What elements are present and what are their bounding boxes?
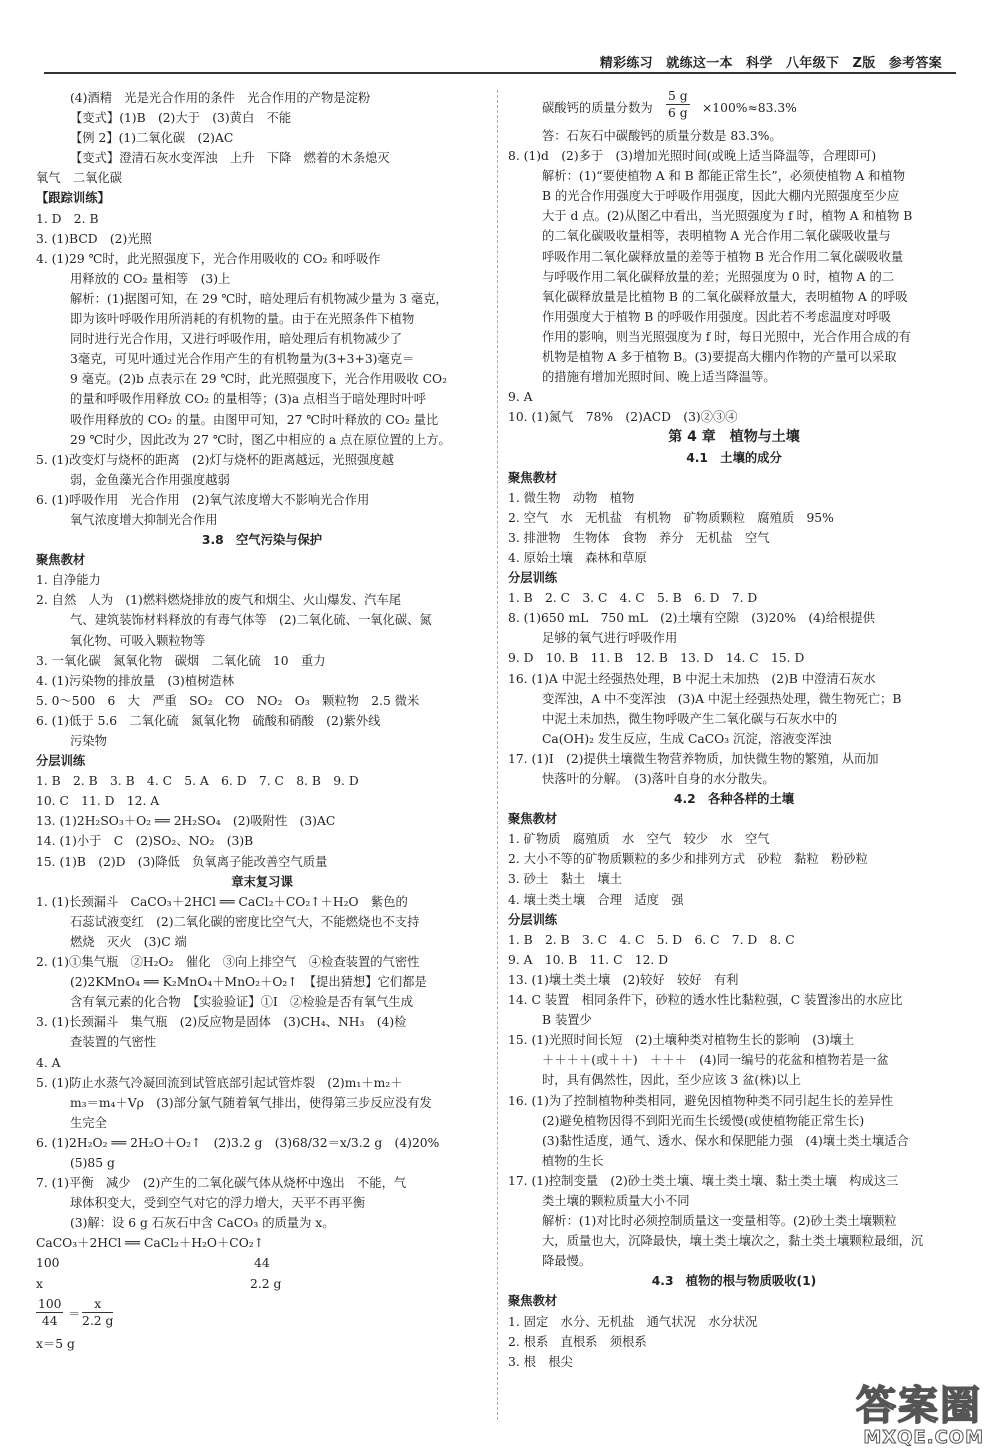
- answer-line: 快落叶的分解。 (3)落叶自身的水分散失。: [542, 772, 775, 786]
- left-answer-lines: [36, 88, 488, 1233]
- answer-line: 5. 0～500 6 大 严重 SO₂ CO NO₂ O₃ 颗粒物 2.5 微米: [36, 693, 420, 708]
- answer-line: 5. (1)改变灯与烧杯的距离 (2)灯与烧杯的距离越远，光照强度越: [36, 452, 394, 467]
- answer-line: Ca(OH)₂ 发生反应，生成 CaCO₃ 沉淀，溶液变浑浊: [542, 731, 832, 746]
- answer-line: 用释放的 CO₂ 量相等 (3)上: [70, 271, 231, 286]
- answer-line: 中泥土未加热，微生物呼吸产生二氧化碳与石灰水中的: [542, 711, 838, 726]
- answer-line: m₃＝m₄＋Vρ (3)部分氯气随着氧气排出，使得第三步反应没有发: [70, 1095, 432, 1110]
- molar-mass-row: [36, 1253, 488, 1273]
- subsection-heading: 聚焦教材: [508, 470, 558, 485]
- answer-line: 氧气浓度增大抑制光合作用: [70, 512, 218, 527]
- answer-line: 弱，金鱼藻光合作用强度越弱: [70, 472, 230, 487]
- answer-line: 1. 微生物 动物 植物: [508, 490, 635, 505]
- answer-line: (2)2KMnO₄ ══ K₂MnO₄＋MnO₂＋O₂↑ 【提出猜想】它们都是: [70, 975, 427, 990]
- fraction-numerator: 100: [38, 1296, 62, 1311]
- section-title: 4.1 土壤的成分: [686, 450, 782, 465]
- variable-co2-mass: 2.2 g: [250, 1276, 282, 1291]
- subsection-heading: 聚焦教材: [508, 812, 558, 827]
- answer-line: 6. (1)呼吸作用 光合作用 (2)氧气浓度增大不影响光合作用: [36, 492, 370, 507]
- calc-result: x＝5 g: [36, 1336, 75, 1351]
- answer-line: 即为该叶呼吸作用所消耗的有机物的量。由于在光照条件下植物: [70, 312, 415, 327]
- answer-line: 1. 固定 水分、无机盐 通气状况 水分状况: [508, 1314, 758, 1329]
- answer-line: 机物是植物 A 多于植物 B。(3)要提高大棚内作物的产量可以采取: [542, 350, 897, 365]
- answer-line: 2. (1)①集气瓶 ②H₂O₂ 催化 ③向上排空气 ④检查装置的气密性: [36, 955, 420, 970]
- column-divider: [497, 90, 498, 1420]
- answer-line: 的措施有增加光照时间、晚上适当降温等。: [542, 370, 776, 385]
- answer-line: 答：石灰石中碳酸钙的质量分数是 83.3%。: [542, 129, 782, 143]
- answer-line: 足够的氧气进行呼吸作用: [542, 631, 678, 646]
- answer-line: 变浑浊，A 中不变浑浊 (3)A 中泥土经强热处理，微生物死亡；B: [542, 691, 902, 706]
- answer-line: 9. A 10. B 11. C 12. D: [508, 952, 669, 967]
- variable-row: [36, 1274, 488, 1294]
- mass-fraction-prefix: 碳酸钙的质量分数为: [542, 101, 653, 115]
- right-answer-lines: [508, 126, 960, 1372]
- watermark-logo: [820, 1374, 990, 1448]
- answer-line: 1. B 2. B 3. C 4. C 5. D 6. C 7. D 8. C: [508, 932, 795, 947]
- answer-line: 【变式】澄清石灰水变浑浊 上升 下降 燃着的木条熄灭: [70, 151, 390, 166]
- right-column: [508, 88, 960, 1372]
- fraction-numerator: x: [82, 1296, 113, 1313]
- answer-line: 10. (1)氮气 78% (2)ACD (3)②③④: [508, 410, 738, 425]
- answer-line: 含有氧元素的化合物 【实验验证】①Ⅰ ②检验是否有氧气生成: [70, 995, 414, 1010]
- watermark-url: MXQE.COM: [863, 1427, 984, 1448]
- answer-line: 15. (1)B (2)D (3)降低 负氧离子能改善空气质量: [36, 854, 328, 869]
- answer-line: 4. (1)污染物的排放量 (3)植树造林: [36, 673, 235, 688]
- answer-line: 6. (1)低于 5.6 二氧化硫 氮氧化物 硫酸和硝酸 (2)紫外线: [36, 713, 381, 728]
- answer-line: (4)酒精 光是光合作用的条件 光合作用的产物是淀粉: [70, 91, 371, 105]
- answer-line: 3. 排泄物 生物体 食物 养分 无机盐 空气: [508, 530, 770, 545]
- answer-line: 8. (1)d (2)多于 (3)增加光照时间(或晚上适当降温等，合理即可): [508, 149, 877, 164]
- answer-line: 呼吸作用二氧化碳释放量的差等于植物 B 光合作用二氧化碳吸收量: [542, 249, 904, 264]
- answer-line: (2)避免植物因得不到阳光而生长缓慢(或使植物能正常生长): [542, 1113, 865, 1128]
- answer-line: 的二氧化碳吸收量相等，表明植物 A 光合作用二氧化碳吸收量与: [542, 229, 891, 244]
- answer-line: 1. 自净能力: [36, 573, 101, 588]
- answer-line: 9 毫克。(2)b 点表示在 29 ℃时，此光照强度下，光合作用吸收 CO₂: [70, 372, 448, 387]
- subsection-heading: 分层训练: [36, 754, 86, 769]
- answer-line: 降最慢。: [542, 1254, 592, 1269]
- answer-line: 3. 砂土 黏土 壤土: [508, 872, 623, 887]
- section-title: 4.2 各种各样的土壤: [673, 792, 795, 807]
- answer-line: 16. (1)为了控制植物种类相同，避免因植物种类不同引起生长的差异性: [508, 1093, 894, 1108]
- ratio-fraction-left: [36, 1296, 63, 1329]
- fraction-numerator: 5 g: [668, 89, 688, 103]
- answer-line: 作用的影响，则当光照强度为 f 时，每日光照中，光合作用合成的有: [542, 329, 911, 344]
- answer-line: 1. 矿物质 腐殖质 水 空气 较少 水 空气: [508, 832, 770, 847]
- answer-line: 2. 空气 水 无机盐 有机物 矿物质颗粒 腐殖质 95%: [508, 510, 834, 525]
- equation-text: CaCO₃＋2HCl ══ CaCl₂＋H₂O＋CO₂↑: [36, 1236, 265, 1251]
- header-rule: [44, 72, 956, 74]
- answer-line: 的量和呼吸作用释放 CO₂ 的量相等；(3)a 点相当于暗处理时叶呼: [70, 392, 427, 407]
- answer-line: (5)85 g: [70, 1155, 115, 1170]
- subsection-heading: 聚焦教材: [508, 1294, 558, 1309]
- chemical-equation: [36, 1233, 488, 1253]
- fraction-denominator: 6 g: [668, 106, 688, 120]
- answer-line: 13. (1)2H₂SO₃＋O₂ ══ 2H₂SO₄ (2)吸附性 (3)AC: [36, 814, 336, 829]
- answer-line: 10. C 11. D 12. A: [36, 794, 160, 809]
- answer-line: 17. (1)Ⅰ (2)提供土壤微生物营养物质，加快微生物的繁殖，从而加: [508, 751, 879, 766]
- answer-line: 14. (1)小于 C (2)SO₂、NO₂ (3)B: [36, 834, 254, 849]
- answer-line: 6. (1)2H₂O₂ ══ 2H₂O＋O₂↑ (2)3.2 g (3)68/32＝x/3.2 g (4)20%: [36, 1135, 440, 1150]
- answer-line: 与呼吸作用二氧化碳释放量的差；光照强度为 0 时，植物 A 的二: [542, 269, 895, 284]
- ratio-row: [36, 1294, 488, 1334]
- answer-line: 17. (1)控制变量 (2)砂土类土壤、壤土类土壤、黏土类土壤 构成这三: [508, 1173, 899, 1188]
- answer-line: 吸作用释放的 CO₂ 的量。由图甲可知，27 ℃时叶释放的 CO₂ 量比: [70, 412, 439, 427]
- answer-line: 29 ℃时少，因此改为 27 ℃时，图乙中相应的 a 点在原位置的上方。: [70, 432, 451, 447]
- answer-line: 大，质量也大，沉降最快，壤土类土壤次之，黏土类土壤颗粒最细，沉: [542, 1234, 924, 1249]
- fraction-denominator: 44: [41, 1313, 58, 1328]
- answer-line: 2. 大小不等的矿物质颗粒的多少和排列方式 砂粒 黏粒 粉砂粒: [508, 852, 868, 867]
- section-title: 章末复习课: [231, 874, 293, 889]
- answer-line: 9. D 10. B 11. B 12. B 13. D 14. C 15. D: [508, 651, 805, 666]
- answer-line: 13. (1)壤土类土壤 (2)较好 较好 有利: [508, 972, 739, 987]
- answer-line: (3)黏性适度，通气、透水、保水和保肥能力强 (4)壤土类土壤适合: [542, 1133, 909, 1148]
- answer-line: 3毫克，可见叶通过光合作用产生的有机物量为(3+3+3)毫克＝: [70, 352, 415, 367]
- answer-line: 2. 自然 人为 (1)燃料燃烧排放的废气和烟尘、火山爆发、汽车尾: [36, 593, 402, 608]
- answer-line: 15. (1)光照时间长短 (2)土壤种类对植物生长的影响 (3)壤土: [508, 1033, 855, 1048]
- subsection-heading: 【跟踪训练】: [36, 191, 110, 206]
- answer-line: 解析：(1)对比时必须控制质量这一变量相等。(2)砂土类土壤颗粒: [542, 1214, 897, 1229]
- answer-line: 1. (1)长颈漏斗 CaCO₃＋2HCl ══ CaCl₂＋CO₂↑＋H₂O 紫色的: [36, 894, 408, 909]
- ratio-fraction-right: [82, 1296, 113, 1329]
- left-column: [36, 88, 488, 1354]
- answer-line: 同时进行光合作用，又进行呼吸作用，暗处理后有机物减少了: [70, 332, 403, 347]
- molar-mass-co2: 44: [254, 1256, 270, 1271]
- answer-line: 作用强度大于植物 B 的呼吸作用强度。因此若不考虑温度对呼吸: [542, 309, 891, 324]
- subsection-heading: 聚焦教材: [36, 553, 86, 568]
- section-title: 4.3 植物的根与物质吸收(1): [651, 1274, 817, 1289]
- equals-sign: ＝: [68, 1306, 81, 1321]
- answer-line: 1. B 2. C 3. C 4. C 5. B 6. D 7. D: [508, 591, 758, 606]
- answer-line: 植物的生长: [542, 1153, 604, 1168]
- answer-line: 8. (1)650 mL 750 mL (2)土壤有空隙 (3)20% (4)给根提供: [508, 611, 875, 626]
- answer-line: 氧化碳释放量是比植物 B 的二氧化碳释放量大，表明植物 A 的呼吸: [542, 289, 908, 304]
- variable-x: x: [36, 1276, 43, 1291]
- answer-line: 【变式】(1)B (2)大于 (3)黄白 不能: [70, 111, 292, 126]
- molar-mass-caco3: 100: [36, 1256, 60, 1271]
- answer-line: 4. (1)29 ℃时，此光照强度下，光合作用吸收的 CO₂ 和呼吸作: [36, 251, 381, 266]
- answer-line: 解析：(1)“要使植物 A 和 B 都能正常生长”，必须使植物 A 和植物: [542, 169, 906, 184]
- answer-line: 16. (1)A 中泥土经强热处理，B 中泥土未加热 (2)B 中澄清石灰水: [508, 671, 876, 686]
- answer-line: 14. C 装置 相同条件下，砂粒的透水性比黏粒强，C 装置渗出的水应比: [508, 993, 903, 1008]
- answer-line: 时，具有偶然性，因此，至少应该 3 盆(株)以上: [542, 1073, 801, 1088]
- answer-line: 气、建筑装饰材料释放的有毒气体等 (2)二氧化硫、一氧化碳、氮: [70, 613, 432, 628]
- answer-line: 3. (1)长颈漏斗 集气瓶 (2)反应物是固体 (3)CH₄、NH₃ (4)检: [36, 1015, 407, 1030]
- answer-line: 燃烧 灭火 (3)C 端: [70, 934, 187, 949]
- page-header: [0, 0, 1000, 76]
- answer-line: 大于 d 点。(2)从图乙中看出，当光照强度为 f 时，植物 A 和植物 B: [542, 209, 913, 224]
- watermark-text: 答案圈: [856, 1383, 982, 1429]
- answer-line: 7. (1)平衡 减少 (2)产生的二氧化碳气体从烧杯中逸出 不能，气: [36, 1176, 407, 1191]
- answer-line: 4. 原始土壤 森林和草原: [508, 550, 647, 565]
- answer-line: 9. A: [508, 390, 533, 405]
- answer-line: 1. D 2. B: [36, 211, 99, 226]
- answer-line: 类土壤的颗粒质量大小不同: [542, 1193, 690, 1208]
- header-title: 精彩练习 就练这一本 科学 八年级下 Z版 参考答案: [599, 56, 942, 71]
- subsection-heading: 分层训练: [508, 571, 558, 586]
- answer-line: 生完全: [70, 1115, 107, 1130]
- subsection-heading: 分层训练: [508, 912, 558, 927]
- answer-line: 4. 壤土类土壤 合理 适度 强: [508, 892, 684, 907]
- answer-line: 氧化物、可吸入颗粒物等: [70, 633, 206, 648]
- mass-fraction: [666, 88, 690, 121]
- answer-line: ＋＋＋＋(或＋＋) ＋＋＋ (4)同一编号的花盆和植物若是一盆: [542, 1053, 889, 1068]
- answer-line: 球体积变大，受到空气对它的浮力增大，天平不再平衡: [70, 1196, 366, 1211]
- section-title: 3.8 空气污染与保护: [201, 533, 323, 548]
- answer-line: 解析：(1)据图可知，在 29 ℃时，暗处理后有机物减少量为 3 毫克，: [70, 291, 448, 306]
- answer-line: 5. (1)防止水蒸气冷凝回流到试管底部引起试管炸裂 (2)m₁＋m₂＋: [36, 1075, 403, 1090]
- answer-line: B 的光合作用强度大于呼吸作用强度，因此大棚内光照强度至少应: [542, 189, 900, 204]
- answer-line: 石蕊试液变红 (2)二氧化碳的密度比空气大，不能燃烧也不支持: [70, 914, 420, 929]
- answer-line: 1. B 2. B 3. B 4. C 5. A 6. D 7. C 8. B 9. D: [36, 774, 359, 789]
- answer-line: 查装置的气密性: [70, 1035, 157, 1050]
- answer-line: 污染物: [70, 734, 107, 748]
- mass-fraction-line: [508, 88, 960, 126]
- answer-line: B 装置少: [542, 1013, 592, 1028]
- fraction-denominator: 2.2 g: [82, 1313, 114, 1328]
- mass-fraction-suffix: ×100%≈83.3%: [702, 101, 797, 115]
- answer-line: 2. 根系 直根系 须根系: [508, 1334, 647, 1349]
- answer-line: (3)解：设 6 g 石灰石中含 CaCO₃ 的质量为 x。: [70, 1216, 335, 1231]
- answer-line: 3. 一氧化碳 氮氧化物 碳烟 二氧化硫 10 重力: [36, 653, 326, 668]
- chapter-title: 第 4 章 植物与土壤: [668, 429, 800, 446]
- answer-line: 3. 根 根尖: [508, 1354, 573, 1369]
- answer-line: 【例 2】(1)二氧化碳 (2)AC: [70, 131, 234, 146]
- answer-line: 3. (1)BCD (2)光照: [36, 231, 152, 246]
- answer-line: 氧气 二氧化碳: [36, 171, 123, 186]
- answer-line: 4. A: [36, 1055, 61, 1070]
